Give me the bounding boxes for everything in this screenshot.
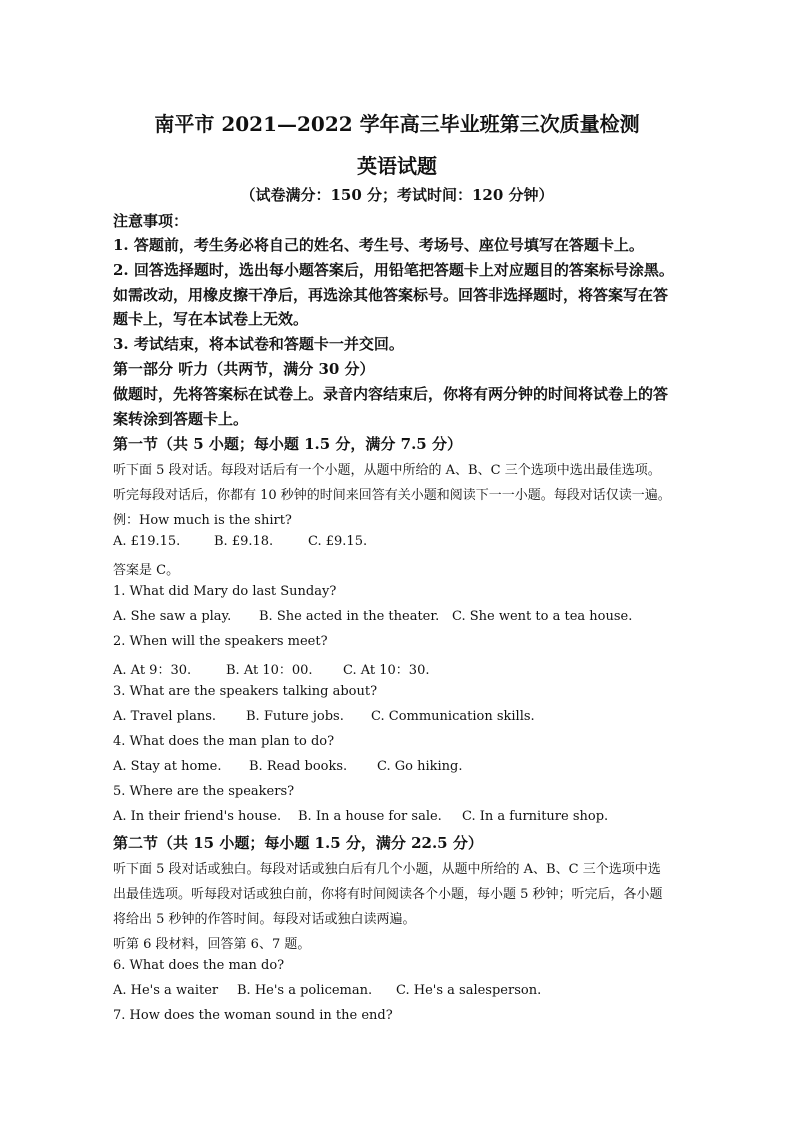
q3-option-c: C. Communication skills. [371,709,535,724]
q6-option-c: C. He's a salesperson. [396,983,542,998]
q4-option-b: B. Read books. [249,759,348,774]
q2-option-a: A. At 9：30. [113,663,192,678]
question-7: 7. How does the woman sound in the end? [113,1008,393,1023]
question-5: 5. Where are the speakers? [113,784,295,799]
section2-heading: 第二节（共 15 小题；每小题 1.5 分，满分 22.5 分） [113,834,483,852]
notice-item-2b: 如需改动，用橡皮擦干净后，再选涂其他答案标号。回答非选择题时，将答案写在答 [113,286,669,304]
notice-item-2a: 2. 回答选择题时，选出每小题答案后，用铅笔把答题卡上对应题目的答案标号涂黑。 [113,261,674,279]
part1-intro-b: 案转涂到答题卡上。 [113,410,249,428]
section1-intro-a: 听下面 5 段对话。每段对话后有一个小题，从题中所给的 A、B、C 三个选项中选出最佳选项。 [113,463,661,478]
part1-intro-a: 做题时，先将答案标在试卷上。录音内容结束后，你将有两分钟的时间将试卷上的答 [113,385,669,403]
exam-meta: （试卷满分：150 分；考试时间：120 分钟） [240,186,554,204]
exam-title: 南平市 2021—2022 学年高三毕业班第三次质量检测 [154,112,640,136]
notice-item-3: 3. 考试结束，将本试卷和答题卡一并交回。 [113,335,404,353]
q5-option-b: B. In a house for sale. [298,809,442,824]
question-1: 1. What did Mary do last Sunday? [113,584,337,599]
section2-intro-c: 将给出 5 秒钟的作答时间。每段对话或独白读两遍。 [113,912,416,927]
q4-option-c: C. Go hiking. [377,759,463,774]
example-option-a: A. £19.15. [113,534,181,549]
example-option-b: B. £9.18. [214,534,274,549]
question-4: 4. What does the man plan to do? [113,734,335,749]
q1-option-c: C. She went to a tea house. [452,609,633,624]
example-answer: 答案是 C。 [113,563,180,578]
subject-title: 英语试题 [357,154,437,178]
material-6-instruction: 听第 6 段材料，回答第 6、7 题。 [113,937,311,952]
notice-item-2c: 题卡上，写在本试卷上无效。 [113,310,309,328]
part1-heading: 第一部分 听力（共两节，满分 30 分） [113,360,375,378]
section2-intro-b: 出最佳选项。听每段对话或独白前，你将有时间阅读各个小题，每小题 5 秒钟；听完后，各小题 [113,887,663,902]
section1-heading: 第一节（共 5 小题；每小题 1.5 分，满分 7.5 分） [113,435,462,453]
question-6: 6. What does the man do? [113,958,285,973]
q1-option-a: A. She saw a play. [113,609,232,624]
notice-item-1: 1. 答题前，考生务必将自己的姓名、考生号、考场号、座位号填写在答题卡上。 [113,236,644,254]
section2-intro-a: 听下面 5 段对话或独白。每段对话或独白后有几个小题，从题中所给的 A、B、C 三个选项中选 [113,862,661,877]
notice-heading: 注意事项： [113,212,189,230]
q3-option-a: A. Travel plans. [113,709,217,724]
example-option-c: C. £9.15. [308,534,368,549]
q3-option-b: B. Future jobs. [246,709,344,724]
question-2: 2. When will the speakers meet? [113,634,328,649]
q5-option-c: C. In a furniture shop. [462,809,609,824]
q2-option-b: B. At 10：00. [226,663,313,678]
question-3: 3. What are the speakers talking about? [113,684,378,699]
q6-option-a: A. He's a waiter [113,983,219,998]
q6-option-b: B. He's a policeman. [237,983,373,998]
q1-option-b: B. She acted in the theater. [259,609,440,624]
example-question: 例：How much is the shirt? [113,513,292,528]
section1-intro-b: 听完每段对话后，你都有 10 秒钟的时间来回答有关小题和阅读下一一小题。每段对话仅读一遍。 [113,488,671,503]
q5-option-a: A. In their friend's house. [113,809,282,824]
q4-option-a: A. Stay at home. [113,759,222,774]
q2-option-c: C. At 10：30. [343,663,430,678]
